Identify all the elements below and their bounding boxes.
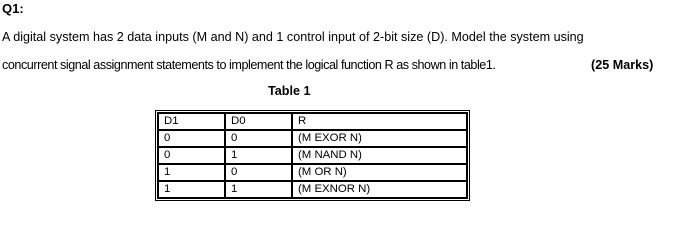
cell-d0: 1 bbox=[225, 181, 292, 198]
header-cell-r: R bbox=[292, 113, 467, 130]
question-text-line-1: A digital system has 2 data inputs (M and N) and 1 control input of 2-bit size (D). Model the system using bbox=[2, 30, 584, 44]
question-text-line-2: concurrent signal assignment statements to implement the logical function R as shown in table1. bbox=[2, 58, 496, 72]
table-row bbox=[158, 130, 467, 147]
cell-d0: 0 bbox=[225, 130, 292, 147]
cell-d1: 1 bbox=[158, 181, 225, 198]
cell-d1: 0 bbox=[158, 147, 225, 164]
table-caption: Table 1 bbox=[268, 84, 311, 98]
table-row bbox=[158, 181, 467, 198]
table-header-row bbox=[158, 113, 467, 130]
table-row bbox=[158, 147, 467, 164]
cell-r: (M OR N) bbox=[292, 164, 467, 181]
truth-table bbox=[157, 112, 468, 199]
cell-d0: 1 bbox=[225, 147, 292, 164]
marks-label: (25 Marks) bbox=[591, 58, 654, 72]
header-cell-d0: D0 bbox=[225, 113, 292, 130]
question-heading: Q1: bbox=[2, 1, 24, 16]
cell-r: (M NAND N) bbox=[292, 147, 467, 164]
header-cell-d1: D1 bbox=[158, 113, 225, 130]
cell-d1: 0 bbox=[158, 130, 225, 147]
cell-d1: 1 bbox=[158, 164, 225, 181]
cell-r: (M EXOR N) bbox=[292, 130, 467, 147]
cell-r: (M EXNOR N) bbox=[292, 181, 467, 198]
table-row bbox=[158, 164, 467, 181]
cell-d0: 0 bbox=[225, 164, 292, 181]
